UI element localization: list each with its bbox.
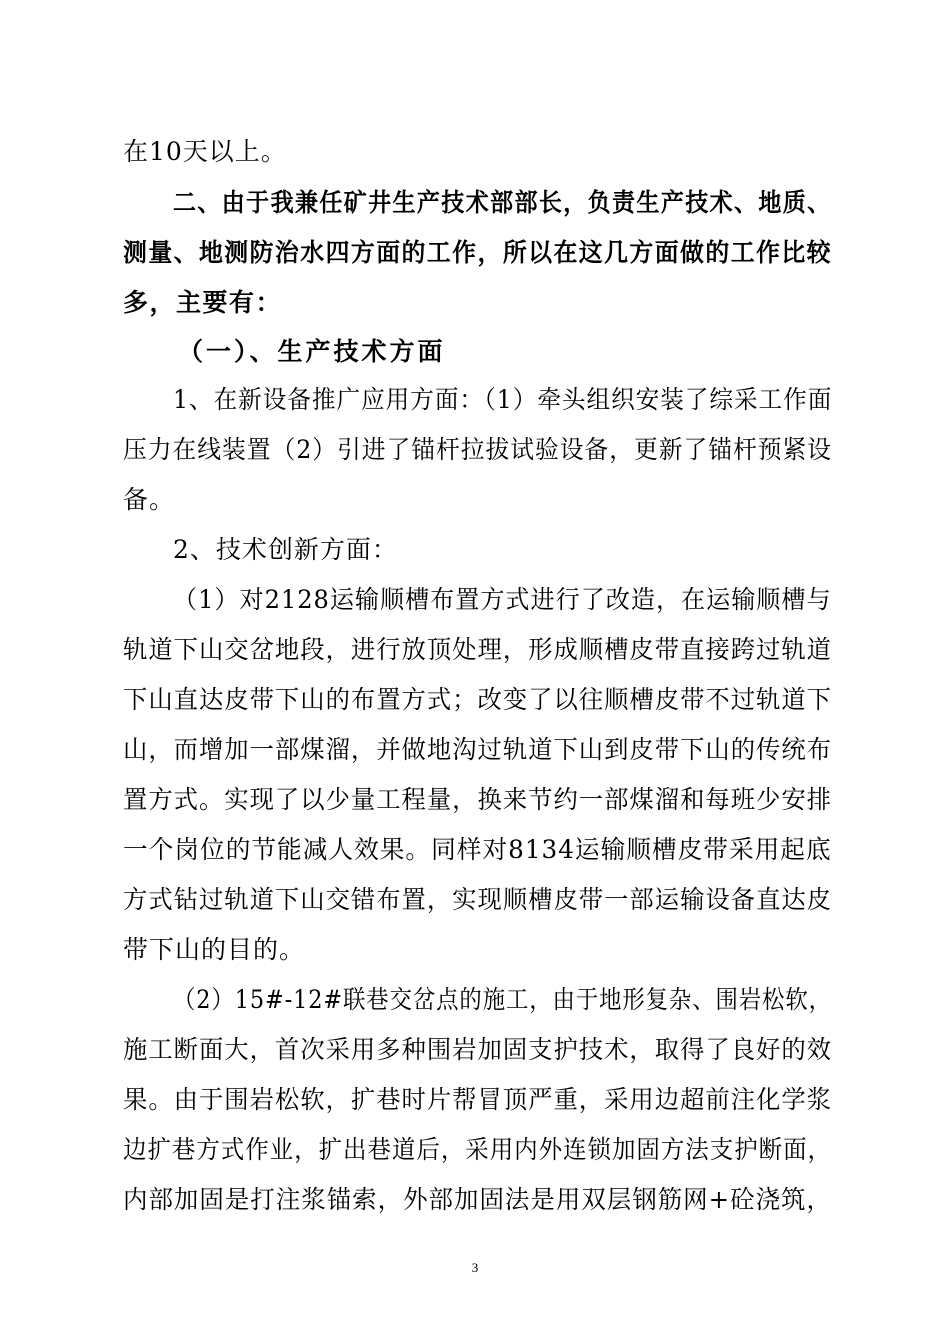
subsection-heading: （一）、生产技术方面 (178, 337, 446, 366)
paragraph-line: 内部加固是打注浆锚索，外部加固法是用双层钢筋网+砼浇筑， (123, 1185, 832, 1214)
paragraph-line: 压力在线装置（2）引进了锚杆拉拔试验设备，更新了锚杆预紧设 (123, 435, 832, 464)
page-number: 3 (471, 1260, 479, 1275)
paragraph-line: （2）15#-12#联巷交岔点的施工，由于地形复杂、围岩松软， (173, 985, 832, 1014)
paragraph-line: 2、技术创新方面： (173, 535, 398, 564)
section-heading-line: 二、由于我兼任矿井生产技术部部长，负责生产技术、地质、 (173, 188, 832, 217)
paragraph-line: 置方式。实现了以少量工程量，换来节约一部煤溜和每班少安排 (123, 785, 833, 814)
section-heading-line: 测量、地测防治水四方面的工作，所以在这几方面做的工作比较 (123, 238, 832, 267)
paragraph-line: 一个岗位的节能减人效果。同样对8134运输顺槽皮带采用起底 (123, 835, 832, 864)
paragraph-line: 下山直达皮带下山的布置方式；改变了以往顺槽皮带不过轨道下 (123, 685, 833, 714)
paragraph-line: 备。 (123, 485, 176, 514)
section-heading-line: 多，主要有： (123, 288, 283, 317)
paragraph-line: 山，而增加一部煤溜，并做地沟过轨道下山到皮带下山的传统布 (123, 735, 833, 764)
paragraph-line: （1）对2128运输顺槽布置方式进行了改造，在运输顺槽与 (173, 585, 832, 614)
paragraph-line: 果。由于围岩松软，扩巷时片帮冒顶严重，采用边超前注化学浆 (123, 1085, 833, 1114)
paragraph-line: 在10天以上。 (123, 137, 287, 166)
paragraph-line: 1、在新设备推广应用方面：（1）牵头组织安装了综采工作面 (173, 385, 833, 414)
paragraph-line: 施工断面大，首次采用多种围岩加固支护技术，取得了良好的效 (123, 1035, 833, 1064)
paragraph-line: 边扩巷方式作业，扩出巷道后，采用内外连锁加固方法支护断面， (123, 1135, 833, 1164)
paragraph-line: 带下山的目的。 (123, 935, 306, 964)
paragraph-line: 轨道下山交岔地段，进行放顶处理，形成顺槽皮带直接跨过轨道 (123, 635, 833, 664)
paragraph-line: 方式钻过轨道下山交错布置，实现顺槽皮带一部运输设备直达皮 (123, 885, 833, 914)
